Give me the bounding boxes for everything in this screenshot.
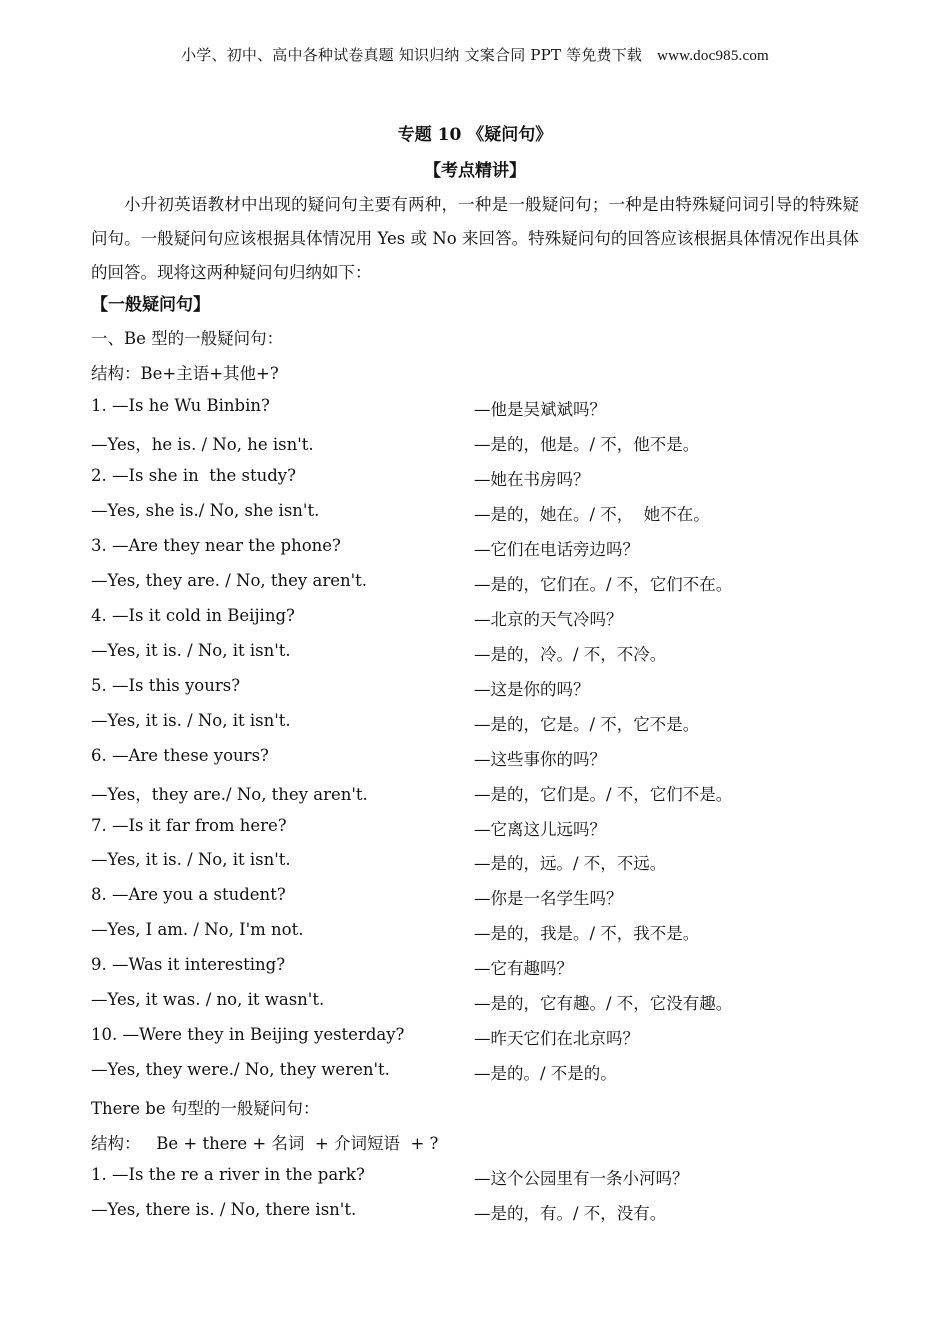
- be-type-heading: 一、Be 型的一般疑问句：: [91, 329, 284, 348]
- example-row: [91, 746, 871, 770]
- there-be-structure: 结构： Be + there + 名词 + 介词短语 + ?: [91, 1134, 439, 1153]
- chinese-translation: —是的，远。/ 不，不远。: [474, 854, 667, 873]
- example-row: [91, 501, 871, 525]
- example-row: [91, 1025, 871, 1049]
- chinese-translation: —是的，有。/ 不，没有。: [474, 1204, 667, 1223]
- section-subtitle: 【考点精讲】: [424, 161, 526, 181]
- example-row: [91, 885, 871, 909]
- chinese-translation: —是的，它们是。/ 不，它们不是。: [474, 785, 733, 804]
- english-sentence: 9. —Was it interesting?: [91, 955, 286, 974]
- example-row: [91, 431, 871, 455]
- english-sentence: 3. —Are they near the phone?: [91, 536, 341, 555]
- chinese-translation: —是的，她在。/ 不， 她不在。: [474, 505, 710, 524]
- be-type-structure: 结构：Be+主语+其他+?: [91, 364, 279, 383]
- header-site-link[interactable]: www.doc985.com: [657, 48, 769, 64]
- chinese-translation: —是的。/ 不是的。: [474, 1064, 617, 1083]
- english-sentence: —Yes, I am. / No, I'm not.: [91, 920, 304, 939]
- english-sentence: —Yes，he is. / No, he isn't.: [91, 435, 314, 454]
- english-sentence: —Yes, they were./ No, they weren't.: [91, 1060, 390, 1079]
- example-row: [91, 711, 871, 735]
- chinese-translation: —是的，它有趣。/ 不，它没有趣。: [474, 994, 733, 1013]
- chinese-translation: —是的，它们在。/ 不，它们不在。: [474, 575, 733, 594]
- english-sentence: 4. —Is it cold in Beijing?: [91, 606, 295, 625]
- chinese-translation: —你是一名学生吗？: [474, 889, 623, 908]
- chinese-translation: —北京的天气冷吗？: [474, 610, 623, 629]
- chinese-translation: —是的，它是。/ 不，它不是。: [474, 715, 700, 734]
- chinese-translation: —是的，冷。/ 不，不冷。: [474, 645, 667, 664]
- example-row: [91, 536, 871, 560]
- page-header: [0, 44, 950, 65]
- chinese-translation: —这个公园里有一条小河吗？: [474, 1169, 689, 1188]
- english-sentence: —Yes, she is./ No, she isn't.: [91, 501, 320, 520]
- example-row: [91, 396, 871, 420]
- example-row: [91, 990, 871, 1014]
- chinese-translation: —这些事你的吗？: [474, 750, 606, 769]
- example-row: [91, 1165, 871, 1189]
- chinese-translation: —是的，他是。/ 不，他不是。: [474, 435, 700, 454]
- example-row: [91, 641, 871, 665]
- chinese-translation: —它离这儿远吗？: [474, 820, 606, 839]
- english-sentence: —Yes, there is. / No, there isn't.: [91, 1200, 357, 1219]
- example-row: [91, 816, 871, 840]
- example-row: [91, 676, 871, 700]
- chinese-translation: —是的，我是。/ 不，我不是。: [474, 924, 700, 943]
- english-sentence: 10. —Were they in Beijing yesterday?: [91, 1025, 405, 1044]
- example-row: [91, 571, 871, 595]
- example-row: [91, 1200, 871, 1224]
- english-sentence: 1. —Is the re a river in the park?: [91, 1165, 365, 1184]
- example-row: [91, 955, 871, 979]
- english-sentence: —Yes, it is. / No, it isn't.: [91, 641, 291, 660]
- english-sentence: 8. —Are you a student?: [91, 885, 286, 904]
- english-sentence: —Yes, it is. / No, it isn't.: [91, 711, 291, 730]
- example-row: [91, 781, 871, 805]
- chinese-translation: —她在书房吗？: [474, 470, 590, 489]
- english-sentence: —Yes，they are./ No, they aren't.: [91, 785, 368, 804]
- english-sentence: 7. —Is it far from here?: [91, 816, 287, 835]
- english-sentence: —Yes, it is. / No, it isn't.: [91, 850, 291, 869]
- chinese-translation: —这是你的吗？: [474, 680, 590, 699]
- english-sentence: 5. —Is this yours?: [91, 676, 241, 695]
- chinese-translation: —它有趣吗？: [474, 959, 573, 978]
- chinese-translation: —他是吴斌斌吗？: [474, 400, 606, 419]
- header-text: 小学、初中、高中各种试卷真题 知识归纳 文案合同 PPT 等免费下载: [181, 46, 643, 64]
- section-heading: 【一般疑问句】: [91, 295, 210, 315]
- example-row: [91, 850, 871, 874]
- english-sentence: 1. —Is he Wu Binbin?: [91, 396, 270, 415]
- example-row: [91, 920, 871, 944]
- intro-paragraph: 小升初英语教材中出现的疑问句主要有两种，一种是一般疑问句；一种是由特殊疑问词引导的特殊疑问句。一般疑问句应该根据具体情况用 Yes 或 No 来回答。特殊疑问句的回答应该根据具体情况作出具体的回答。现将这两种疑问句归纳如下：: [91, 195, 859, 282]
- chinese-translation: —它们在电话旁边吗？: [474, 540, 639, 559]
- example-row: [91, 466, 871, 490]
- example-row: [91, 1060, 871, 1084]
- english-sentence: —Yes, it was. / no, it wasn't.: [91, 990, 325, 1009]
- english-sentence: 2. —Is she in the study?: [91, 466, 296, 485]
- english-sentence: —Yes, they are. / No, they aren't.: [91, 571, 368, 590]
- english-sentence: 6. —Are these yours?: [91, 746, 269, 765]
- example-row: [91, 606, 871, 630]
- there-be-heading: There be 句型的一般疑问句：: [91, 1099, 320, 1118]
- chinese-translation: —昨天它们在北京吗？: [474, 1029, 639, 1048]
- document-title: 专题 10 《疑问句》: [397, 125, 553, 145]
